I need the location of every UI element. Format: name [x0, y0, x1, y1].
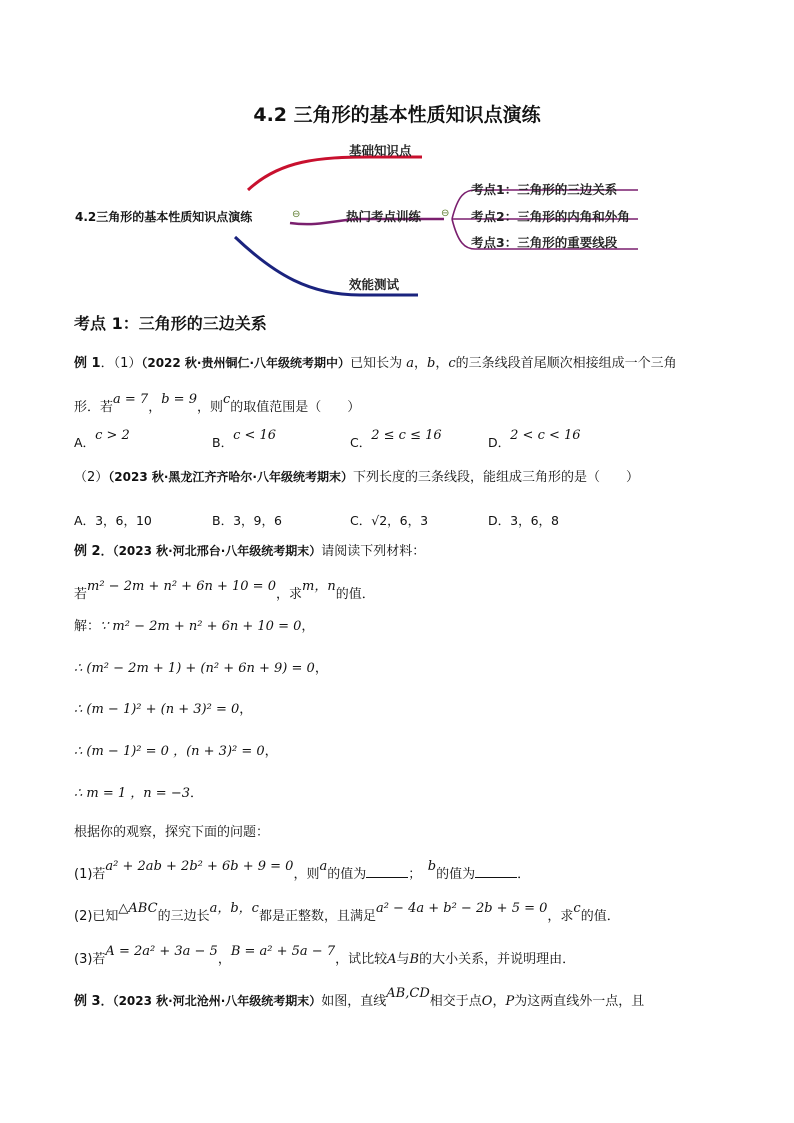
option-letter: B． — [212, 435, 234, 450]
q3-c: 的大小关系，并说明理由． — [419, 952, 576, 967]
mindmap-branch-bottom-label: 效能测试 — [349, 277, 400, 292]
ex1-line1: 例 1．（1）（2022 秋·贵州铜仁·八年级统考期中）已知长为 a，b，c的三条线段首尾顺次相接组成一个三角 — [74, 356, 677, 371]
ex2-step-line-2: ∴ (m² − 2m + 1) + (n² + 6n + 9) = 0， — [74, 661, 328, 676]
ex1-source: （2022 秋·贵州铜仁·八年级统考期中） — [141, 356, 351, 370]
mindmap-leaf-3: 考点3：三角形的重要线段 — [471, 235, 618, 250]
option-text: 3，9，6 — [233, 513, 282, 528]
ex1-text-b: 的三条线段首尾顺次相接组成一个三角 — [455, 356, 677, 371]
ex2-ask-vars: m，n — [302, 579, 336, 594]
q2-b: 的三边长 — [157, 909, 210, 924]
ex3-text-b: 相交于点 — [429, 994, 482, 1009]
ex2-sol-label: 解： — [74, 619, 101, 634]
q3-and: 与 — [396, 952, 410, 967]
ex2-step-line-5: ∴ m = 1 ，n = −3． — [74, 786, 204, 801]
ex2-given — [74, 579, 375, 602]
option-expr: c > 2 — [95, 428, 130, 443]
ex3-label: 例 3 — [74, 994, 101, 1009]
q3-a: (3)若 — [74, 952, 106, 967]
q1-f: ． — [517, 867, 531, 882]
q2-a: (2)已知 — [74, 909, 119, 924]
eq-b9: b = 9 — [161, 392, 197, 407]
ex1-then: ，则 — [196, 400, 223, 415]
option-1c[interactable] — [350, 428, 442, 451]
ex2-label: 例 2 — [74, 544, 101, 559]
option-2d[interactable] — [488, 511, 559, 529]
ex3-lines: AB,CD — [386, 986, 430, 1001]
q2-e: 的值． — [580, 909, 620, 924]
eq-a7: a = 7 — [113, 392, 149, 407]
ex2-if: 若 — [74, 587, 88, 602]
mindmap-leaf-2: 考点2：三角形的内角和外角 — [471, 209, 630, 224]
ex1-line2-end: 的取值范围是（ ） — [230, 400, 361, 415]
var-c-2: c — [222, 392, 231, 407]
q1-e: 的值为 — [436, 867, 476, 882]
ex2-q3: (3)若A = 2a² + 3a − 5，B = a² + 5a − 7，试比较A与B的大小关系，并说明理由． — [74, 944, 576, 967]
mindmap-leaf-1: 考点1：三角形的三边关系 — [471, 182, 618, 197]
option-letter: A． — [74, 513, 96, 528]
q3-eq-B: B = a² + 5a − 7 — [230, 944, 336, 959]
mindmap-branch-top — [248, 157, 422, 190]
ex2-given-eq: m² − 2m + n² + 6n + 10 = 0 — [87, 579, 276, 594]
option-text: √2，6，3 — [371, 513, 429, 528]
q1-eq: a² + 2ab + 2b² + 6b + 9 = 0 — [105, 859, 294, 874]
q1-var-a: a — [319, 859, 328, 874]
ex2-observe: 根据你的观察，探究下面的问题： — [74, 825, 270, 840]
ex2-step-2: ∴ (m² − 2m + 1) + (n² + 6n + 9) = 0 — [74, 661, 315, 676]
option-letter: A． — [74, 435, 96, 450]
ex2-q2 — [74, 901, 620, 924]
option-expr: 2 < c < 16 — [510, 428, 581, 443]
ex1-line2-start: 形．若 — [74, 400, 114, 415]
q3-b: ，试比较 — [335, 952, 388, 967]
ex3-text-d: 为这两直线外一点，且 — [514, 994, 645, 1009]
ex2-source: ．（2023 秋·河北邢台·八年级统考期末） — [100, 544, 322, 558]
option-expr: 2 ≤ c ≤ 16 — [371, 428, 442, 443]
ex3-point-O: O — [481, 994, 493, 1009]
option-letter: C． — [350, 435, 372, 450]
q3-B: B — [409, 952, 420, 967]
q1-a: (1)若 — [74, 867, 106, 882]
q2-c: 都是正整数，且满足 — [258, 909, 376, 924]
answer-blank-a[interactable] — [366, 865, 408, 878]
option-letter: B． — [212, 513, 234, 528]
option-expr: c < 16 — [233, 428, 277, 443]
q2-var-c: c — [573, 901, 581, 916]
option-letter: C． — [350, 513, 372, 528]
ex2-ask-end: 的值． — [335, 587, 375, 602]
ex3-text-c: ， — [492, 994, 506, 1009]
mindmap-center-label: 4.2三角形的基本性质知识点演练 — [75, 210, 253, 224]
ex1-text-a: 已知长为 — [350, 356, 403, 371]
section-heading: 考点 1：三角形的三边关系 — [74, 314, 267, 333]
q3-A: A — [387, 952, 397, 967]
ex2-step-line-3: ∴ (m − 1)² + (n + 3)² = 0， — [74, 702, 253, 717]
ex2-step-3: ∴ (m − 1)² + (n + 3)² = 0 — [74, 702, 240, 717]
ex3-line1 — [74, 986, 645, 1009]
ex1-part2-source: （2023 秋·黑龙江齐齐哈尔·八年级统考期末） — [108, 470, 353, 484]
ex1-part2-prefix: （2） — [74, 470, 109, 485]
q1-b: ，则 — [293, 867, 320, 882]
option-2b[interactable] — [212, 511, 282, 529]
collapse-icon[interactable]: ⊖ — [292, 209, 301, 220]
ex1-part2-line — [74, 466, 639, 485]
ex3-point-P: P — [505, 994, 515, 1009]
page-title: 4.2 三角形的基本性质知识点演练 — [253, 104, 541, 126]
ex2-sol-line: 解：∵ m² − 2m + n² + 6n + 10 = 0， — [74, 619, 315, 634]
option-text: 3，6，8 — [510, 513, 559, 528]
option-1b[interactable] — [212, 428, 277, 451]
option-1d[interactable] — [488, 428, 581, 451]
ex2-step-line-4: ∴ (m − 1)² = 0 ，(n + 3)² = 0， — [74, 744, 278, 759]
option-1a[interactable] — [74, 428, 130, 451]
q2-sides: a，b，c — [209, 901, 259, 916]
collapse-icon-middle[interactable]: ⊖ — [441, 208, 450, 219]
ex2-intro: 请阅读下列材料： — [321, 544, 426, 559]
q1-d: ； — [408, 867, 415, 882]
ex3-source: ．（2023 秋·河北沧州·八年级统考期末） — [100, 994, 322, 1008]
ex1-part1-prefix: ．（1） — [100, 356, 142, 371]
option-2a[interactable] — [74, 511, 152, 529]
ex1-line2: 形．若a = 7，b = 9，则c的取值范围是（ ） — [74, 392, 361, 415]
q3-eq-A: A = 2a² + 3a − 5 — [105, 944, 218, 959]
var-a: a — [406, 356, 414, 371]
mindmap-branch-top-label: 基础知识点 — [349, 143, 412, 158]
option-letter: D． — [488, 513, 511, 528]
ex1-label: 例 1 — [74, 356, 101, 371]
option-text: 3，6，10 — [95, 513, 152, 528]
q2-d: ，求 — [547, 909, 574, 924]
ex2-step-1: ∵ m² − 2m + n² + 6n + 10 = 0 — [100, 619, 302, 634]
q1-c: 的值为 — [327, 867, 367, 882]
option-2c[interactable] — [350, 511, 428, 529]
ex2-step-4: ∴ (m − 1)² = 0 ，(n + 3)² = 0 — [74, 744, 265, 759]
ex2-q1 — [74, 859, 531, 882]
ex3-text-a: 如图，直线 — [321, 994, 387, 1009]
q2-triangle: △ABC — [118, 901, 158, 916]
var-b: b — [427, 356, 436, 371]
mindmap-branch-middle-label: 热门考点训练 — [346, 209, 422, 224]
ex2-line1 — [74, 540, 425, 559]
answer-blank-b[interactable] — [475, 865, 517, 878]
q2-eq: a² − 4a + b² − 2b + 5 = 0 — [375, 901, 548, 916]
q1-var-b: b — [427, 859, 437, 874]
var-c: c — [448, 356, 456, 371]
option-letter: D． — [488, 435, 511, 450]
ex2-step-5: ∴ m = 1 ，n = −3 — [74, 786, 190, 801]
ex1-part2-text: 下列长度的三条线段，能组成三角形的是（ ） — [352, 470, 639, 485]
ex2-ask: ，求 — [275, 587, 302, 602]
